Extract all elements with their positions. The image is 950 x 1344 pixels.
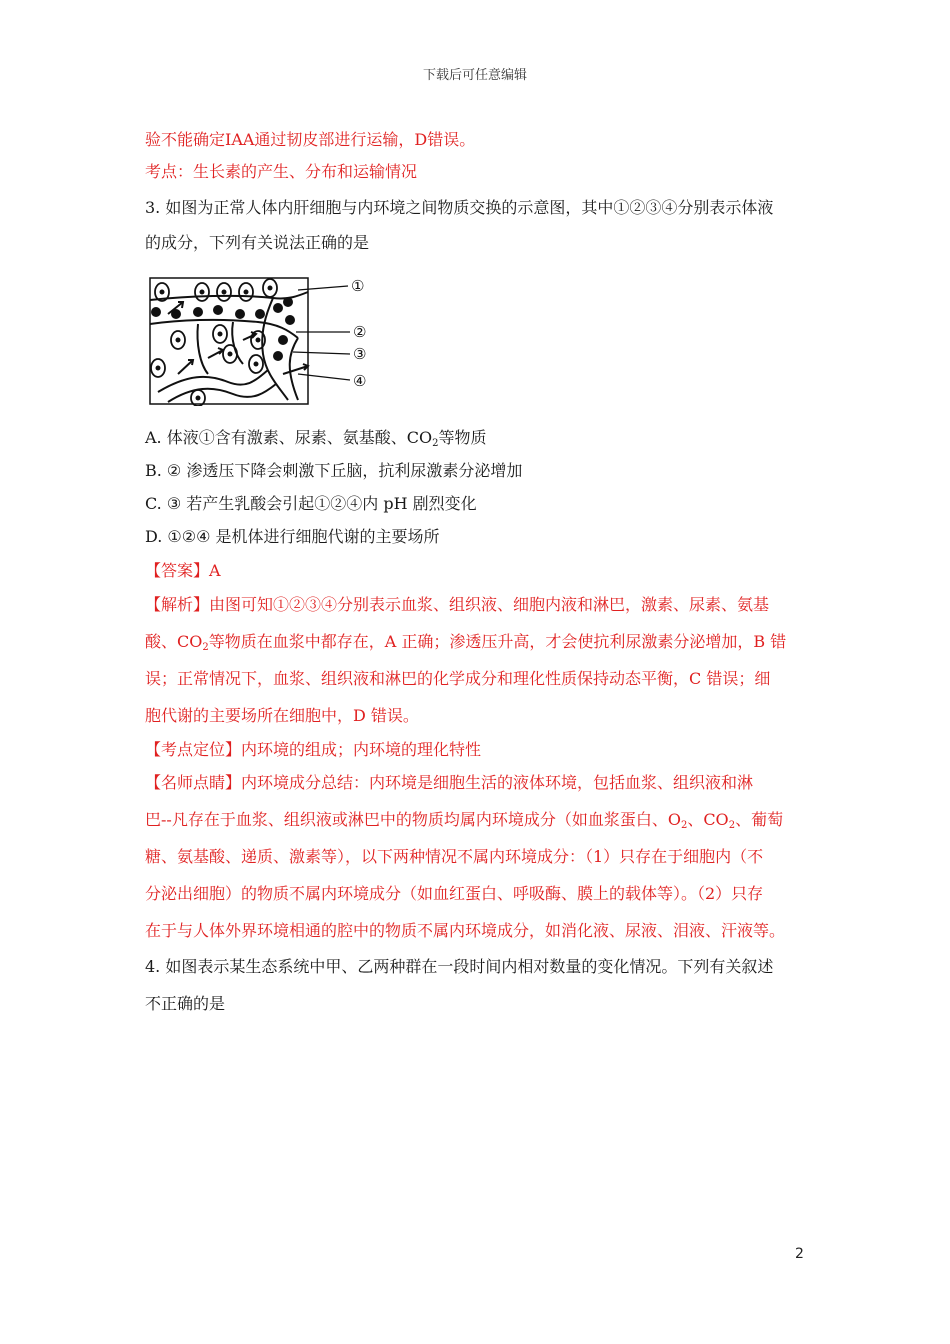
q3-kaodian: 【考点定位】内环境的组成；内环境的理化特性 bbox=[145, 740, 482, 759]
q3-tip-line-5: 在于与人体外界环境相通的腔中的物质不属内环境成分，如消化液、尿液、泪液、汗液等。 bbox=[145, 921, 786, 940]
page-number: 2 bbox=[795, 1246, 804, 1262]
q4-stem-line-1: 4. 如图表示某生态系统中甲、乙两种群在一段时间内相对数量的变化情况。下列有关叙述 bbox=[145, 957, 774, 976]
q3-tip-line-3: 糖、氨基酸、递质、激素等），以下两种情况不属内环境成分：（1）只存在于细胞内（不 bbox=[145, 847, 764, 866]
figure-label-2: ② bbox=[353, 323, 367, 341]
prev-answer-tail: 验不能确定IAA通过韧皮部进行运输，D错误。 bbox=[145, 130, 476, 149]
q3-analysis-line-4: 胞代谢的主要场所在细胞中，D 错误。 bbox=[145, 706, 419, 725]
figure-label-3: ③ bbox=[353, 345, 367, 363]
q3-option-b: B. ② 渗透压下降会刺激下丘脑，抗利尿激素分泌增加 bbox=[145, 461, 523, 480]
q3-tip-line-2: 巴--凡存在于血浆、组织液或淋巴中的物质均属内环境成分（如血浆蛋白、$O_2$、$CO_2$、葡萄 bbox=[145, 810, 784, 831]
q3-stem-line-1: 3. 如图为正常人体内肝细胞与内环境之间物质交换的示意图，其中①②③④分别表示体液 bbox=[145, 198, 774, 217]
page-header: 下载后可任意编辑 bbox=[422, 68, 527, 83]
figure-label-4: ④ bbox=[353, 372, 367, 390]
q3-analysis-line-2: 酸、$CO_2$等物质在血浆中都存在，A 正确；渗透压升高，才会使抗利尿激素分泌增加，B 错 bbox=[145, 632, 787, 653]
q4-stem-line-2: 不正确的是 bbox=[145, 994, 226, 1013]
q3-option-c: C. ③ 若产生乳酸会引起①②④内 pH 剧烈变化 bbox=[145, 494, 477, 513]
q3-stem-line-2: 的成分，下列有关说法正确的是 bbox=[145, 233, 370, 252]
q3-tip-line-4: 分泌出细胞）的物质不属内环境成分（如血红蛋白、呼吸酶、膜上的载体等）。（2）只存 bbox=[145, 884, 764, 903]
q3-tip-line-1: 【名师点睛】内环境成分总结：内环境是细胞生活的液体环境，包括血浆、组织液和淋 bbox=[145, 773, 754, 792]
prev-kaodian: 考点：生长素的产生、分布和运输情况 bbox=[145, 162, 418, 181]
q3-answer: 【答案】A bbox=[145, 561, 221, 580]
q3-analysis-line-3: 误；正常情况下，血浆、组织液和淋巴的化学成分和理化性质保持动态平衡，C 错误；细 bbox=[145, 669, 771, 688]
figure-label-1: ① bbox=[351, 277, 365, 295]
liver-cell-exchange-diagram bbox=[148, 274, 378, 406]
q3-analysis-line-1: 【解析】由图可知①②③④分别表示血浆、组织液、细胞内液和淋巴，激素、尿素、氨基 bbox=[145, 595, 770, 614]
q3-option-a: A. 体液①含有激素、尿素、氨基酸、$CO_2$等物质 bbox=[145, 428, 487, 449]
q3-option-d: D. ①②④ 是机体进行细胞代谢的主要场所 bbox=[145, 527, 440, 546]
